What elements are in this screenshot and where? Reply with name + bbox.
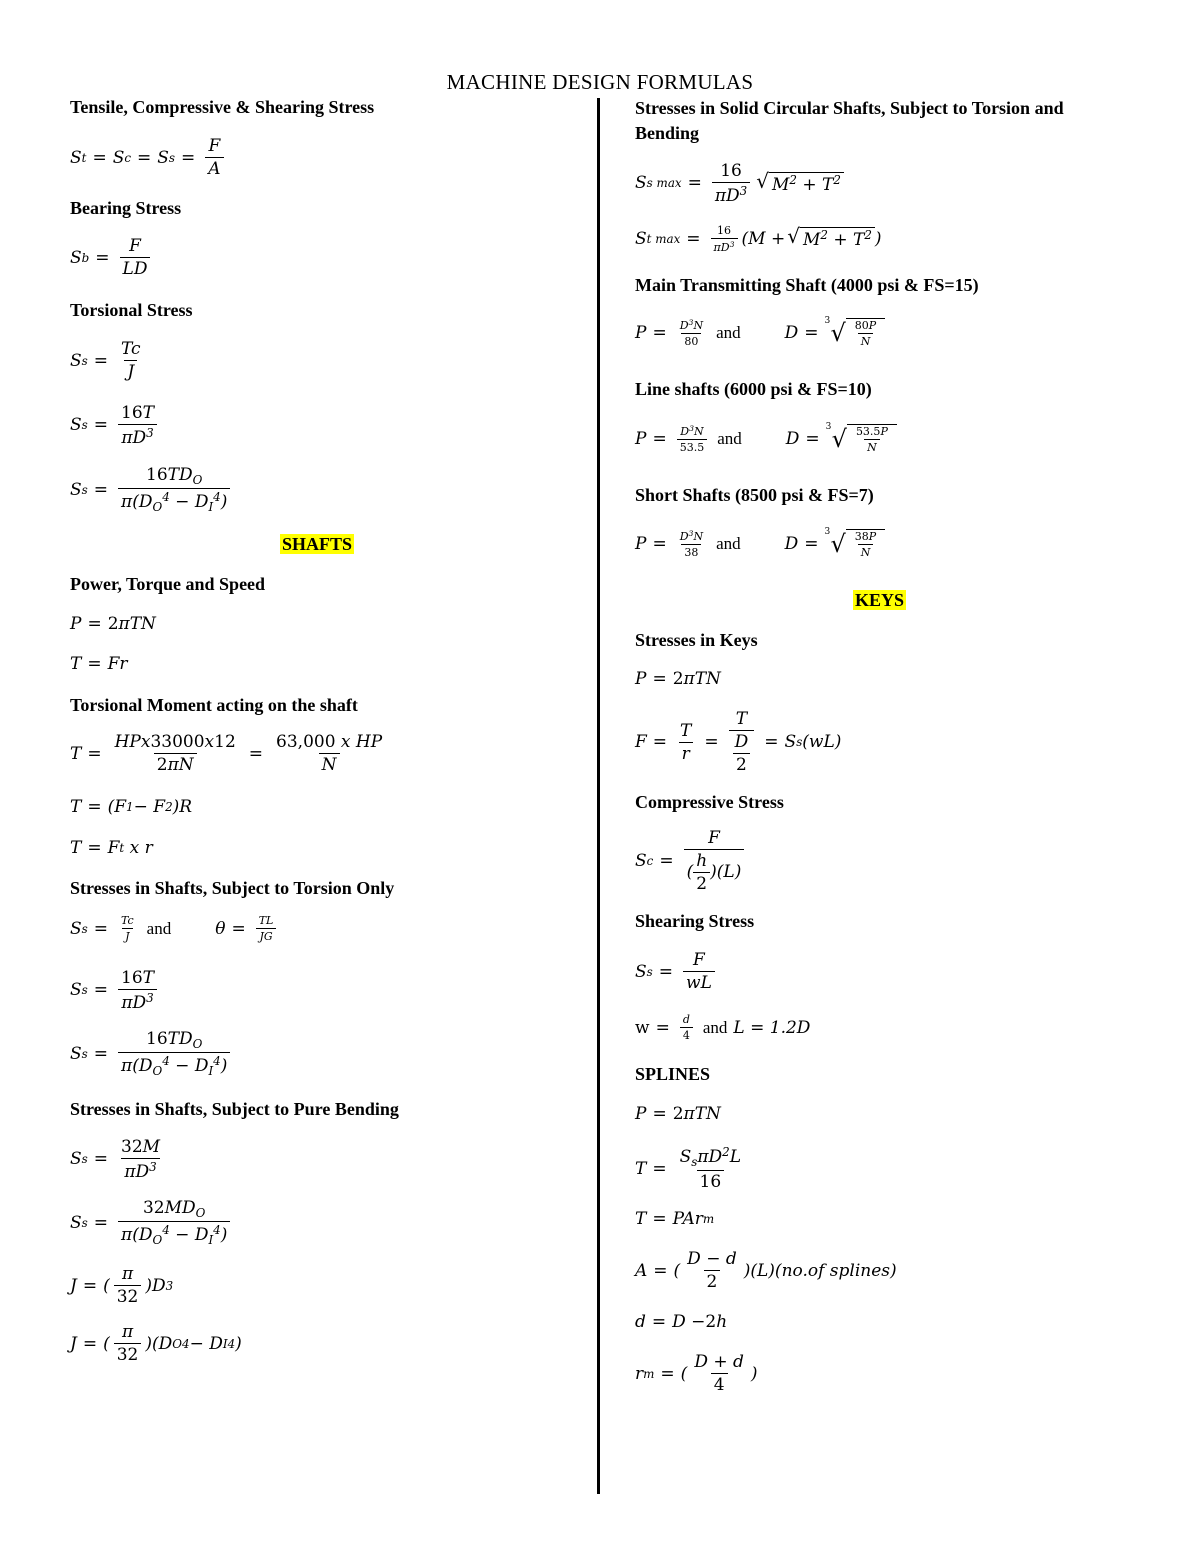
heading-short-shaft: Short Shafts (8500 psi & FS=7) xyxy=(635,485,874,505)
formula-ss-max: S s max = $\frac{16}{\pi D^3}$ √ $M^2 + T^2$ xyxy=(635,161,844,206)
formula-spline-torque-2: T = PAr m xyxy=(635,1209,715,1229)
formula-polar-moment-2: J = ( $\frac{\pi}{32}$ )(D O 4 − D I 4 ) xyxy=(70,1322,242,1365)
main-coef-d: 80 xyxy=(854,319,869,332)
heading-shearing: Shearing Stress xyxy=(635,911,755,931)
keys-label: KEYS xyxy=(855,590,905,610)
formula-spline-rm: r m = ( $\frac{D + d}{4}$ ) xyxy=(635,1352,758,1395)
section-shafts xyxy=(280,534,354,555)
heading-torsion-only: Stresses in Shafts, Subject to Torsion Only xyxy=(70,878,395,898)
line-coef-d: 53.5 xyxy=(855,425,881,438)
and-text: and xyxy=(716,323,741,342)
key-width-lhs: w xyxy=(635,1017,650,1038)
heading-power: Power, Torque and Speed xyxy=(70,574,266,594)
heading-compressive: Compressive Stress xyxy=(635,792,784,812)
heading-bearing: Bearing Stress xyxy=(70,198,182,218)
heading-solid-shafts: Stresses in Solid Circular Shafts, Subject to Torsion and Bending xyxy=(635,98,1064,143)
formula-key-power: P = 2 πTN xyxy=(635,669,721,689)
formula-bearing: S b = $\frac{F}{LD}$ xyxy=(70,236,154,279)
formula-torsion-only-1: S s = $\frac{Tc}{J}$ and θ = $\frac{TL}{JG}$ xyxy=(70,914,280,943)
heading-pure-bending: Stresses in Shafts, Subject to Pure Bending xyxy=(70,1099,399,1119)
formula-line-shaft: P = $\frac{D^3N}{53.5}$ and D = 3 √ $\frac{53.5P}{N}$ xyxy=(635,424,897,454)
section-keys xyxy=(853,590,906,611)
formula-shearing: S s = $\frac{F}{wL}$ xyxy=(635,950,719,993)
and-text: and xyxy=(716,534,741,553)
formula-moment: T = $\frac{\text{HPx33000x12}}{2\pi N}$ = $\frac{\text{63,000 x HP}}{N}$ xyxy=(70,732,383,775)
formula-bending-2: S s = $\frac{32MD_O}{\pi(D_O^4 - D_I^4)}$ xyxy=(70,1198,234,1247)
formula-polar-moment-1: J = ( $\frac{\pi}{32}$ )D 3 xyxy=(70,1264,174,1307)
main-coef-p: 80 xyxy=(684,334,699,348)
key-length: L = 1.2D xyxy=(733,1017,811,1038)
short-coef-p: 38 xyxy=(684,545,699,559)
heading-moment: Torsional Moment acting on the shaft xyxy=(70,695,358,715)
formula-spline-area: A = ( $\frac{D - d}{2}$ )(L)(no.of splines) xyxy=(635,1249,897,1292)
heading-splines: SPLINES xyxy=(635,1064,711,1084)
formula-main-shaft: P = $\frac{D^3N}{80}$ and D = 3 √ $\frac{80P}{N}$ xyxy=(635,318,885,348)
and-text: and xyxy=(717,429,742,448)
formula-torsional-1: S s = $\frac{Tc}{J}$ xyxy=(70,339,141,382)
heading-tensile: Tensile, Compressive & Shearing Stress xyxy=(70,97,375,117)
heading-torsional: Torsional Stress xyxy=(70,300,193,320)
formula-torsion-only-2: S s = $\frac{16T}{\pi D^3}$ xyxy=(70,968,161,1013)
formula-torsion-only-3: S s = $\frac{16TD_O}{\pi(D_O^4 - D_I^4)}$ xyxy=(70,1029,234,1078)
formula-tangential-torque: T = F t x r xyxy=(70,838,153,858)
formula-bending-1: S s = $\frac{32M}{\pi D^3}$ xyxy=(70,1137,161,1182)
formula-torque: T = Fr xyxy=(70,654,128,674)
formula-tensile: S t = S c = S s = $\frac{F}{A}$ xyxy=(70,136,228,179)
formula-st-max: S t max = $\frac{16}{\pi D^3}$ (M + √ $M^2 + T^2$ ) xyxy=(635,224,882,254)
heading-stress-keys: Stresses in Keys xyxy=(635,630,758,650)
formula-short-shaft: P = $\frac{D^3N}{38}$ and D = 3 √ $\frac{38P}{N}$ xyxy=(635,529,885,559)
formula-torsional-3: S s = $\frac{16TD_O}{\pi(D_O^4 - D_I^4)}$ xyxy=(70,465,234,514)
line-coef-p: 53.5 xyxy=(679,440,705,454)
column-divider xyxy=(597,98,600,1494)
shafts-label: SHAFTS xyxy=(282,534,353,554)
formula-spline-d: d = D − 2 h xyxy=(635,1312,728,1332)
heading-main-shaft: Main Transmitting Shaft (4000 psi & FS=15) xyxy=(635,275,979,295)
formula-torsional-2: S s = $\frac{16T}{\pi D^3}$ xyxy=(70,403,161,448)
and-text: and xyxy=(702,1017,728,1037)
and-text: and xyxy=(146,918,172,938)
formula-key-force: F = $\frac{T}{r}$ = $\frac{T}{\frac{D}{2}}$ = S s (wL) xyxy=(635,709,842,775)
formula-belt-torque: T = (F 1 − F 2 )R xyxy=(70,797,193,817)
formula-key-width: w = $\frac{d}{4}$ and L = 1.2D xyxy=(635,1013,811,1042)
formula-power: P = 2 πTN xyxy=(70,614,156,634)
short-coef-d: 38 xyxy=(854,530,869,543)
formula-compressive: S c = F ( $\frac{h}{2}$ )(L) xyxy=(635,828,748,894)
page-title: MACHINE DESIGN FORMULAS xyxy=(446,70,754,94)
formula-spline-torque: T = $\frac{S_s\pi D^2L}{16}$ xyxy=(635,1145,742,1193)
heading-line-shaft: Line shafts (6000 psi & FS=10) xyxy=(635,379,872,399)
formula-spline-power: P = 2 πTN xyxy=(635,1104,721,1124)
